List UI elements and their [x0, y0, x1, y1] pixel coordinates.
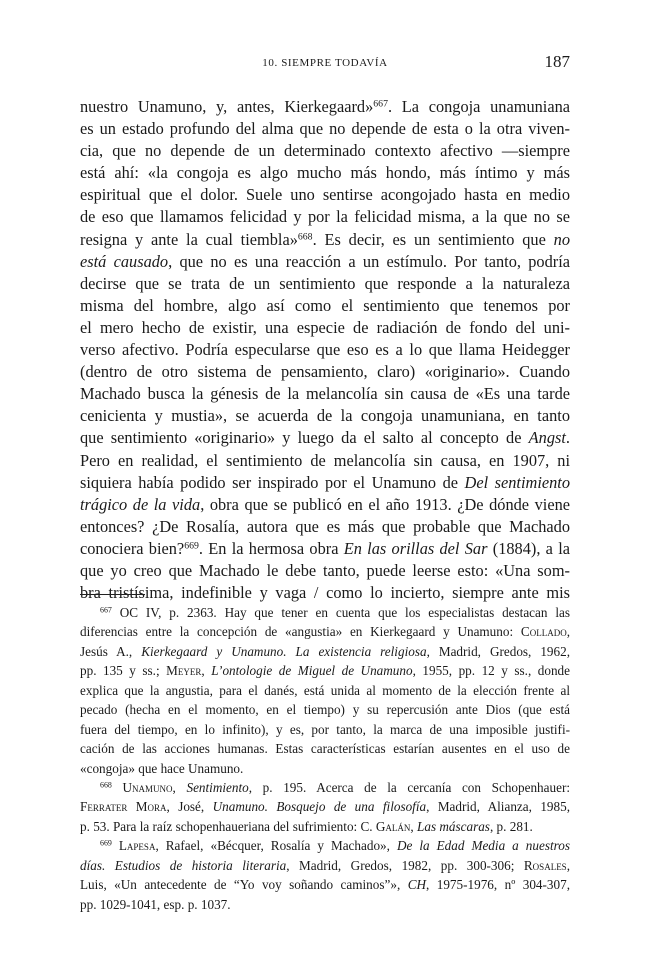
running-title: 10. SIEMPRE TODAVÍA	[262, 57, 388, 69]
footnote-line	[80, 875, 570, 894]
text-run: Unamuno. Bosquejo de una filosofía	[212, 799, 427, 815]
footnote-line	[80, 759, 570, 778]
text-run: .	[565, 428, 570, 448]
text-run: , José,	[166, 799, 213, 815]
note-reference: 668	[297, 231, 313, 243]
footnote-line	[80, 797, 570, 816]
text-run: , Madrid, Gredos, 1962,	[426, 643, 571, 659]
body-text	[80, 96, 570, 604]
text-run: de eso que llamamos felicidad y por la felicidad misma, a la que no se	[80, 207, 570, 227]
text-run: pp. 1029-1041, esp. p. 1037.	[80, 896, 231, 912]
text-run: , 1975-1976, nº 304-307,	[426, 877, 570, 893]
text-run: , obra que se publicó en el año 1913. ¿De dónde viene	[200, 494, 570, 514]
text-run: explica que la angustia, para el danés, está unida al momento de la elección frente al	[80, 682, 570, 698]
text-run: Unamuno	[122, 779, 173, 795]
text-run: , p. 195. Acerca de la cercanía con Schopenhauer:	[248, 779, 570, 795]
footnote-line	[80, 778, 570, 797]
text-run: el mero hecho de existir, una especie de radiación de fondo del uni-	[80, 317, 570, 337]
text-run: Ferrater Mora	[80, 799, 167, 815]
body-line	[80, 516, 570, 538]
text-run: fuera del tiempo, en lo infinito), y es, por tanto, la marca de una imposible justifi-	[80, 721, 570, 737]
footnote-separator	[80, 594, 145, 595]
footnote-line	[80, 681, 570, 700]
body-line	[80, 118, 570, 140]
body-line	[80, 140, 570, 162]
text-run: verso afectivo. Podría especularse que eso es a lo que llama Heidegger	[80, 340, 570, 360]
body-line	[80, 361, 570, 383]
text-run: espiritual que el dolor. Suele uno sentirse acongojado hasta en medio	[80, 185, 570, 205]
body-line	[80, 295, 570, 317]
text-run: está causado	[80, 251, 169, 271]
body-line	[80, 96, 570, 118]
text-run: L’ontologie de Miguel de Unamuno	[211, 663, 413, 679]
footnote-line	[80, 661, 570, 680]
footnote-line	[80, 817, 570, 836]
footnote-line	[80, 720, 570, 739]
text-run: trágico de la vida	[80, 494, 201, 514]
text-run: , Madrid, Alianza, 1985,	[426, 799, 570, 815]
text-run: En las orillas del Sar	[343, 538, 488, 558]
note-reference: 667	[100, 605, 112, 615]
footnote-line	[80, 622, 570, 641]
text-run: CH	[407, 877, 427, 893]
footnote-line	[80, 739, 570, 758]
text-run: . Es decir, es un sentimiento que	[312, 229, 554, 249]
text-run: «congoja» que hace Unamuno.	[80, 760, 244, 776]
note-reference: 667	[373, 98, 388, 110]
text-run: conociera bien?	[80, 538, 185, 558]
body-line	[80, 472, 570, 494]
footnote-line	[80, 856, 570, 875]
body-line	[80, 229, 570, 251]
text-run: Sentimiento	[186, 779, 249, 795]
text-run: diferencias entre la concepción de «angustia» en Kierkegaard y Unamuno:	[80, 624, 521, 640]
body-line	[80, 538, 570, 560]
body-line	[80, 383, 570, 405]
text-run: días. Estudios de historia literaria	[80, 857, 287, 873]
text-run: Las máscaras	[417, 818, 490, 834]
text-run: cia, que no depende de un determinado contexto afectivo —siempre	[80, 141, 570, 161]
text-run: Meyer	[166, 663, 202, 679]
text-run: , 1955, pp. 12 y ss., donde	[412, 663, 570, 679]
body-line	[80, 560, 570, 582]
running-head	[80, 52, 570, 76]
text-run: ,	[201, 663, 212, 679]
text-run: entonces? ¿De Rosalía, autora que es más que probable que Machado	[80, 516, 570, 536]
body-line	[80, 450, 570, 472]
text-run: , Madrid, Gredos, 1982, pp. 300-306;	[286, 857, 524, 873]
text-run: Del sentimiento	[464, 472, 570, 492]
footnotes	[80, 603, 570, 914]
footnote-line	[80, 642, 570, 661]
text-run: , p. 281.	[489, 818, 533, 834]
body-line	[80, 162, 570, 184]
text-run: Jesús A.,	[80, 643, 142, 659]
text-run: que yo creo que Machado le debe tanto, puede leerse esto: «Una som-	[80, 560, 570, 580]
footnote-line	[80, 700, 570, 719]
text-run: Kierkegaard y Unamuno. La existencia religiosa	[141, 643, 427, 659]
text-run: resigna y ante la cual tiembla»	[80, 229, 298, 249]
text-run: pecado (hecha en el momento, en el tiempo) y su repercusión ante Dios (que está	[80, 702, 570, 718]
text-run: , que no es una reacción a un estímulo. Por tanto, podría	[168, 251, 570, 271]
text-run: cación de las acciones humanas. Estas características estarían ausentes en el uso de	[80, 741, 570, 757]
text-run: Luis, «Un antecedente de “Yo voy soñando caminos”»,	[80, 877, 408, 893]
note-reference: 669	[184, 540, 199, 552]
text-run: ,	[172, 779, 187, 795]
body-line	[80, 317, 570, 339]
text-run: está ahí: «la congoja es algo mucho más hondo, más íntimo y más	[80, 163, 570, 183]
text-run: p. 53. Para la raíz schopenhaueriana del sufrimiento: C.	[80, 818, 376, 834]
text-run: . En la hermosa obra	[198, 538, 344, 558]
body-line	[80, 405, 570, 427]
body-line	[80, 184, 570, 206]
body-line	[80, 206, 570, 228]
text-run: De la Edad Media a nuestros	[396, 838, 570, 854]
text-run: (1884), a la	[487, 538, 571, 558]
text-run: nuestro Unamuno, y, antes, Kierkegaard»	[80, 97, 374, 116]
body-line	[80, 339, 570, 361]
text-run	[112, 838, 119, 853]
footnote-line	[80, 603, 570, 622]
note-reference: 669	[100, 838, 112, 848]
text-run: OC IV, p. 2363. Hay que tener en cuenta que los especialistas destacan las	[111, 605, 570, 620]
text-run: ,	[566, 624, 570, 640]
body-line	[80, 494, 570, 516]
text-run: . La congoja unamuniana	[387, 97, 571, 116]
text-run: siquiera había podido ser inspirado por el Unamuno de	[80, 472, 465, 492]
text-run: Pero en realidad, el sentimiento de melancolía sin causa, en 1907, ni	[80, 450, 570, 470]
note-reference: 668	[100, 780, 112, 790]
body-line	[80, 273, 570, 295]
text-run: bra tristísima, indefinible y vaga / como lo incierto, siempre ante mis	[80, 583, 570, 603]
body-line	[80, 582, 570, 604]
text-run: no	[553, 229, 570, 249]
text-run: ,	[410, 818, 418, 834]
text-run: Angst	[528, 428, 566, 448]
body-line	[80, 427, 570, 449]
text-run: decirse que se trata de un sentimiento que responde a la naturaleza	[80, 273, 570, 293]
text-run: cenicienta y mustia», se acuerda de la congoja unamuniana, en tanto	[80, 406, 570, 426]
text-run: pp. 135 y ss.;	[80, 663, 167, 679]
text-run: ,	[566, 857, 570, 873]
text-run	[112, 780, 123, 795]
text-run: misma del hombre, algo así como el sentimiento que tenemos por	[80, 295, 570, 315]
text-run: que sentimiento «originario» y luego da el salto al concepto de	[80, 428, 529, 448]
text-run: , Rafael, «Bécquer, Rosalía y Machado»,	[155, 838, 397, 854]
text-run: es un estado profundo del alma que no depende de esta o la otra viven-	[80, 119, 570, 139]
body-line	[80, 251, 570, 273]
footnote-line	[80, 895, 570, 914]
text-run: Machado busca la génesis de la melancolía sin causa de «Es una tarde	[80, 384, 570, 404]
page-number: 187	[544, 52, 570, 71]
text-run: Rosales	[523, 857, 567, 873]
text-run: (dentro de otro sistema de pensamiento, claro) «originario». Cuando	[80, 362, 570, 382]
text-run: Lapesa	[118, 838, 156, 854]
text-run: Galán	[375, 818, 411, 834]
text-run: Collado	[520, 624, 567, 640]
footnote-line	[80, 836, 570, 855]
